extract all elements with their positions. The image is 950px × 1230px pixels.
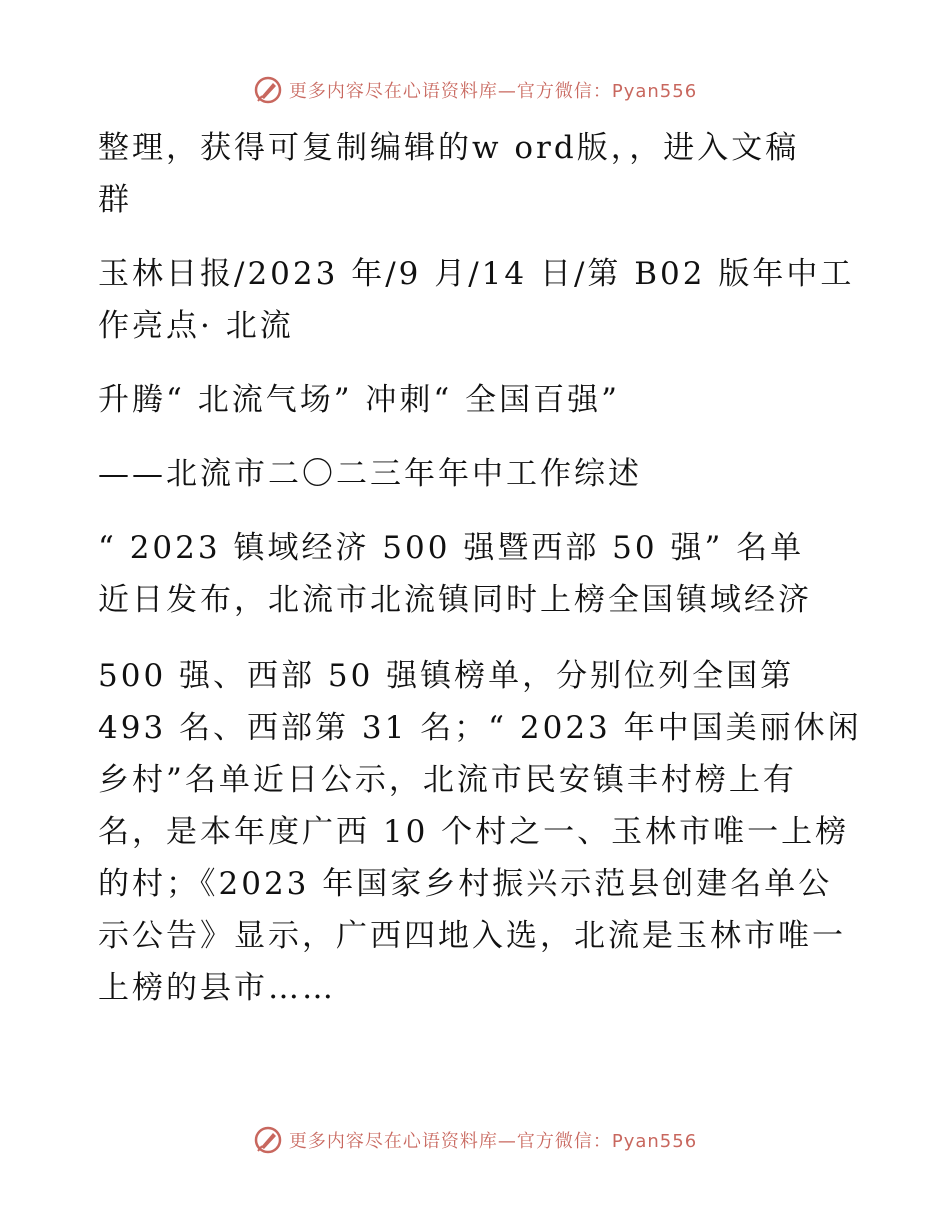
watermark-text: 更多内容尽在心语资料库—官方微信：Pyan556 [288,81,698,102]
watermark-text: 更多内容尽在心语资料库—官方微信：Pyan556 [288,1131,698,1152]
document-body [98,118,862,1014]
header-watermark [0,70,950,110]
text-line: 上榜的县市…… [98,970,336,1006]
text-line: 示公告》显示，广西四地入选，北流是玉林市唯一 [98,918,846,954]
text-line: 的村；《2023 年国家乡村振兴示范县创建名单公 [98,866,833,902]
text-line: 作亮点· 北流 [98,308,294,344]
text-line: 乡村”名单近日公示，北流市民安镇丰村榜上有 [98,762,797,798]
pen-logo-icon [253,1125,283,1155]
text-line: 500 强、西部 50 强镇榜单，分别位列全国第 [98,658,795,694]
footer-watermark [0,1120,950,1160]
text-line: 近日发布，北流市北流镇同时上榜全国镇域经济 [98,582,812,618]
text-line: 493 名、西部第 31 名；“ 2023 年中国美丽休闲 [98,710,862,746]
text-line: “ 2023 镇域经济 500 强暨西部 50 强” 名单 [98,530,805,566]
text-line: 升腾“ 北流气场” 冲刺“ 全国百强” [98,382,620,418]
text-line: 玉林日报/2023 年/9 月/14 日/第 B02 版年中工 [98,256,855,292]
text-line: 名，是本年度广西 10 个村之一、玉林市唯一上榜 [98,814,850,850]
text-line: 群 [98,182,132,218]
pen-logo-icon [253,75,283,105]
text-line: 整理，获得可复制编辑的w ord版，，进入文稿 [98,130,800,166]
text-line: ——北流市二〇二三年年中工作综述 [98,456,642,492]
